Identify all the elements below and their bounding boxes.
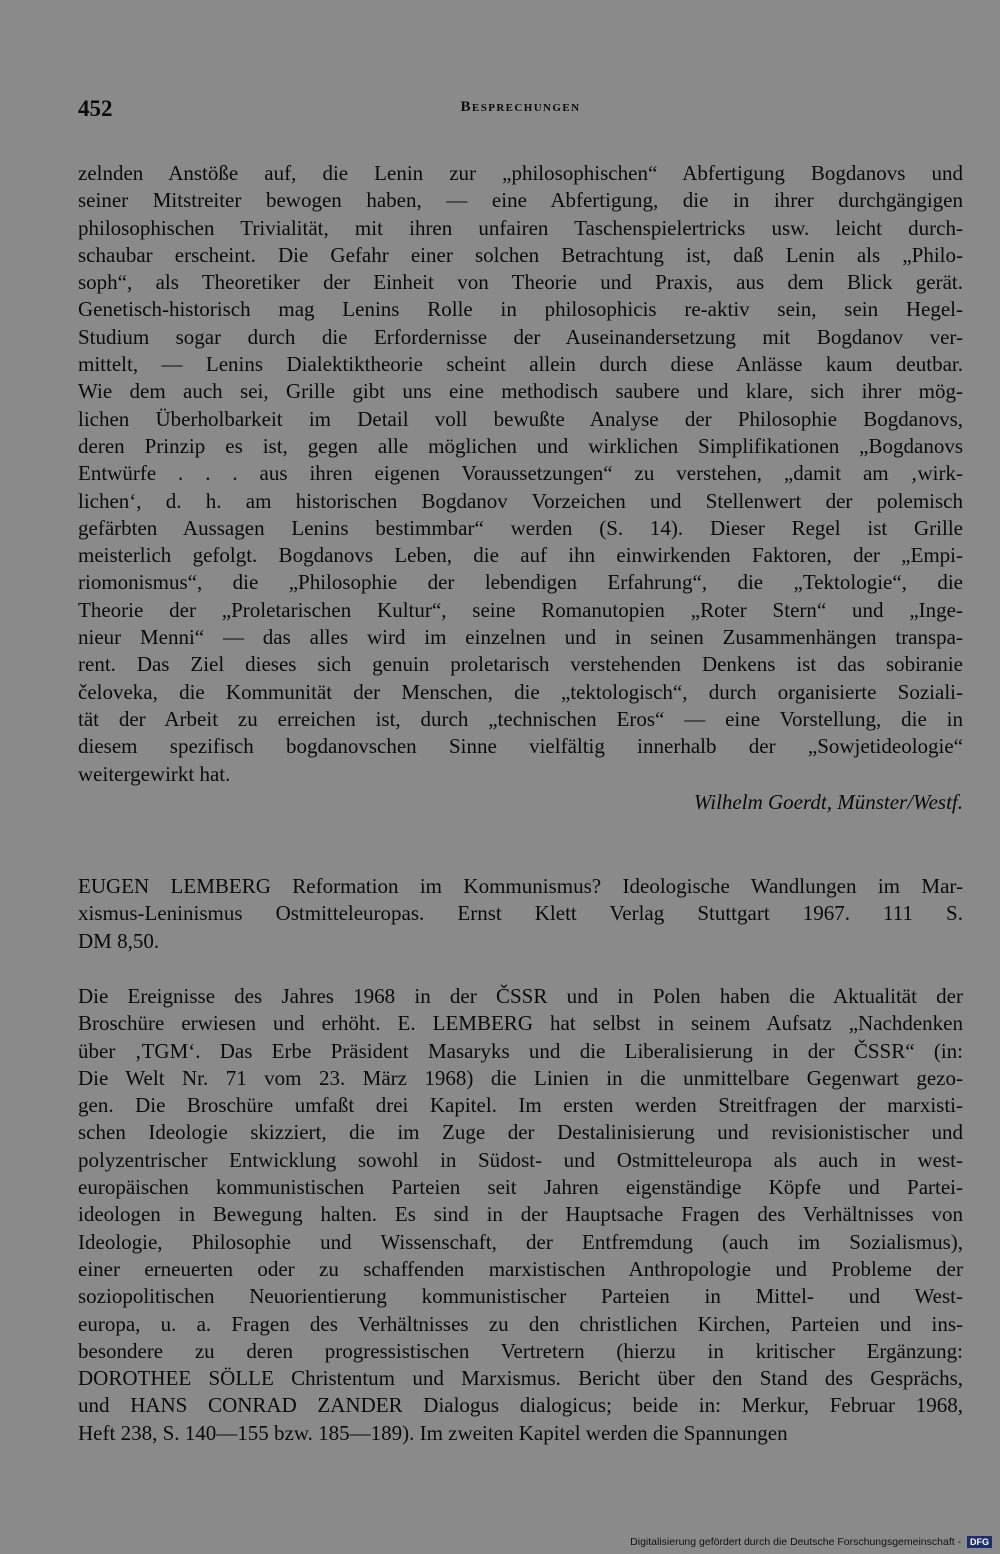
bibliographic-heading-line: EUGEN LEMBERG Reformation im Kommunismus? Ideologische Wandlungen im Mar-: [78, 874, 963, 898]
text-line: Theorie der „Proletarischen Kultur“, seine Romanutopien „Roter Stern“ und „Inge-: [78, 597, 963, 622]
text-line: rent. Das Ziel dieses sich genuin proletarisch verstehenden Denkens ist das sobiranie: [78, 652, 963, 677]
text-line: über ‚TGM‘. Das Erbe Präsident Masaryks und die Liberalisierung in der ČSSR“ (in:: [78, 1038, 963, 1063]
text-line: tät der Arbeit zu erreichen ist, durch „technischen Eros“ — eine Vorstellung, die in: [78, 706, 963, 731]
text-line: seiner Mitstreiter bewogen haben, — eine Abfertigung, die in ihrer durchgängigen: [78, 188, 963, 213]
text-line: schaubar erscheint. Die Gefahr einer solchen Betrachtung ist, daß Lenin als „Philo-: [78, 242, 963, 267]
text-line: diesem spezifisch bogdanovschen Sinne vielfältig innerhalb der „Sowjetideologie“: [78, 734, 963, 759]
dfg-logo-icon: DFG: [967, 1536, 992, 1548]
text-line: Genetisch-historisch mag Lenins Rolle in philosophicis re-aktiv sein, sein Hegel-: [78, 297, 963, 322]
review-lemberg-body: [78, 983, 963, 1447]
bibliographic-heading-line: DM 8,50.: [78, 928, 160, 953]
running-head: Besprechungen: [460, 99, 581, 115]
credit-text: Digitalisierung gefördert durch die Deutsche Forschungsgemeinschaft -: [630, 1536, 962, 1548]
text-line: europäischen kommunistischen Parteien seit Jahren eigenständige Köpfe und Partei-: [78, 1175, 963, 1200]
page-number: 452: [78, 96, 113, 121]
text-line: gefärbten Aussagen Lenins bestimmbar“ werden (S. 14). Dieser Regel ist Grille: [78, 515, 963, 540]
text-line: europa, u. a. Fragen des Verhältnisses zu den christlichen Kirchen, Parteien und ins-: [78, 1311, 963, 1336]
text-line: soziopolitischen Neuorientierung kommunistischer Parteien in Mittel- und West-: [78, 1284, 963, 1309]
text-line: polyzentrischer Entwicklung sowohl in Südost- und Ostmitteleuropa als auch in west-: [78, 1147, 963, 1172]
text-line: lichen Überholbarkeit im Detail voll bewußte Analyse der Philosophie Bogdanovs,: [78, 406, 963, 431]
text-line: čeloveka, die Kommunität der Menschen, die „tektologisch“, durch organisierte Soziali-: [78, 679, 963, 704]
review-goerdt: [78, 160, 963, 816]
text-line: schen Ideologie skizziert, die im Zuge der Destalinisierung und revisionistischer und: [78, 1120, 963, 1145]
text-line: Heft 238, S. 140—155 bzw. 185—189). Im zweiten Kapitel werden die Spannungen: [78, 1420, 788, 1445]
text-line: philosophischen Trivialität, mit ihren unfairen Taschenspielertricks usw. leicht durch-: [78, 215, 963, 240]
text-line: nieur Menni“ — das alles wird im einzelnen und in seinen Zusammenhängen transpa-: [78, 625, 963, 650]
text-line: Broschüre erwiesen und erhöht. E. LEMBERG hat selbst in seinem Aufsatz „Nachdenken: [78, 1011, 963, 1036]
text-line: einer erneuerten oder zu schaffenden marxistischen Anthropologie und Probleme der: [78, 1256, 963, 1281]
text-line: soph“, als Theoretiker der Einheit von Theorie und Praxis, aus dem Blick gerät.: [78, 270, 963, 295]
text-line: weitergewirkt hat.: [78, 761, 231, 786]
review-lemberg-heading: [78, 873, 963, 955]
text-line: Die Ereignisse des Jahres 1968 in der ČSSR und in Polen haben die Aktualität der: [78, 984, 963, 1008]
text-line: mittelt, — Lenins Dialektiktheorie scheint allein durch diese Anlässe kaum deutbar.: [78, 352, 963, 377]
page-header: [78, 96, 963, 126]
text-line: gen. Die Broschüre umfaßt drei Kapitel. Im ersten werden Streitfragen der marxisti-: [78, 1093, 963, 1118]
text-line: meisterlich gefolgt. Bogdanovs Leben, die auf ihn einwirkenden Faktoren, der „Empi-: [78, 543, 963, 568]
text-line: deren Prinzip es ist, gegen alle möglichen und wirklichen Simplifikationen „Bogdanovs: [78, 433, 963, 458]
text-line: zelnden Anstöße auf, die Lenin zur „philosophischen“ Abfertigung Bogdanovs und: [78, 161, 963, 185]
reviewer-signature: Wilhelm Goerdt, Münster/Westf.: [693, 789, 963, 814]
text-line: besondere zu deren progressistischen Vertretern (hierzu in kritischer Ergänzung:: [78, 1338, 963, 1363]
text-line: riomonismus“, die „Philosophie der lebendigen Erfahrung“, die „Tektologie“, die: [78, 570, 963, 595]
digitization-credit: [630, 1536, 992, 1548]
text-line: Wie dem auch sei, Grille gibt uns eine methodisch saubere und klare, sich ihrer mög-: [78, 379, 963, 404]
text-line: Die Welt Nr. 71 vom 23. März 1968) die Linien in die unmittelbare Gegenwart gezo-: [78, 1065, 963, 1090]
text-line: Entwürfe . . . aus ihren eigenen Voraussetzungen“ zu verstehen, „damit am ‚wirk-: [78, 461, 963, 486]
bibliographic-heading-line: xismus-Leninismus Ostmitteleuropas. Ernst Klett Verlag Stuttgart 1967. 111 S.: [78, 901, 963, 926]
text-line: DOROTHEE SÖLLE Christentum und Marxismus. Bericht über den Stand des Gesprächs,: [78, 1366, 963, 1391]
text-line: Studium sogar durch die Erfordernisse der Auseinandersetzung mit Bogdanov ver-: [78, 324, 963, 349]
text-line: Ideologie, Philosophie und Wissenschaft, der Entfremdung (auch im Sozialismus),: [78, 1229, 963, 1254]
text-line: lichen‘, d. h. am historischen Bogdanov Vorzeichen und Stellenwert der polemisch: [78, 488, 963, 513]
text-line: ideologen in Bewegung halten. Es sind in der Hauptsache Fragen des Verhältnisses von: [78, 1202, 963, 1227]
text-line: und HANS CONRAD ZANDER Dialogus dialogicus; beide in: Merkur, Februar 1968,: [78, 1393, 963, 1418]
